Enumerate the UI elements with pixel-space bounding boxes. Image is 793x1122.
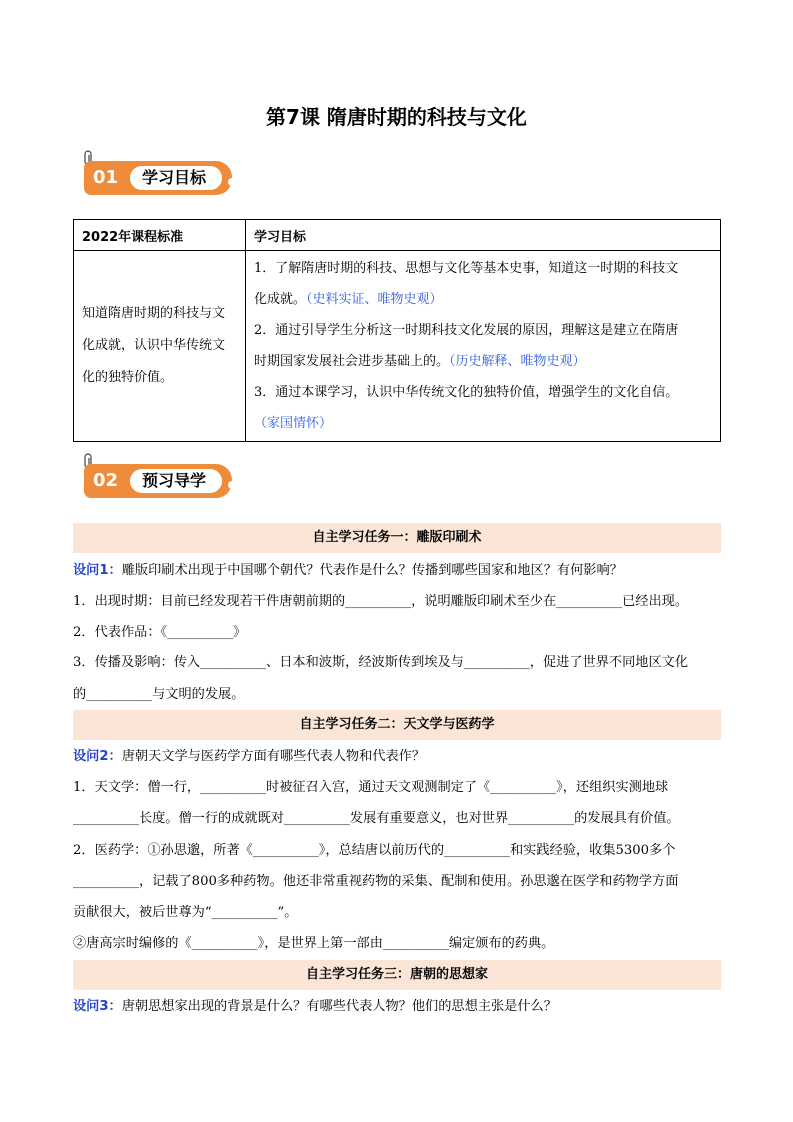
section-badge-preview bbox=[76, 452, 246, 510]
objective-2-line: 2．通过引导学生分析这一时期科技文化发展的原因，理解这是建立在隋唐 bbox=[254, 323, 679, 338]
question-text: 唐朝天文学与医药学方面有哪些代表人物和代表作？ bbox=[121, 749, 426, 764]
question-label: 设问3： bbox=[73, 999, 122, 1014]
question-line bbox=[73, 747, 728, 767]
question-text: 唐朝思想家出现的背景是什么？有哪些代表人物？他们的思想主张是什么？ bbox=[121, 999, 557, 1014]
section-number: 01 bbox=[93, 167, 119, 188]
task-header: 自主学习任务三：唐朝的思想家 bbox=[73, 960, 721, 990]
task-header: 自主学习任务一：雕版印刷术 bbox=[73, 523, 721, 553]
fill-in-line: 1．出现时期：目前已经发现若干件唐朝前期的__________，说明雕版印刷术至少在__________已经出现。 bbox=[73, 594, 689, 609]
fill-in-line: 2．代表作品：《__________》 bbox=[73, 625, 247, 640]
fill-in-line: 3．传播及影响：传入__________、日本和波斯，经波斯传到埃及与__________，促进了世界不同地区文化 bbox=[73, 655, 689, 670]
objective-2-line: 时期国家发展社会进步基础上的。（历史解释、唯物史观） bbox=[254, 354, 586, 369]
standard-line: 化的独特价值。 bbox=[82, 370, 174, 385]
fill-in-line: 的__________与文明的发展。 bbox=[73, 687, 245, 702]
objective-tag: （史料实证、唯物史观） bbox=[306, 292, 443, 307]
objective-3-line: 3．通过本课学习，认识中华传统文化的独特价值，增强学生的文化自信。 bbox=[254, 385, 679, 400]
section-label: 预习导学 bbox=[142, 471, 207, 490]
section-badge-goals bbox=[76, 149, 246, 207]
objective-1-line: 化成就。（史料实证、唯物史观） bbox=[254, 292, 443, 307]
task-header: 自主学习任务二：天文学与医药学 bbox=[73, 710, 721, 740]
curriculum-standard-cell bbox=[74, 251, 246, 442]
learning-goals-table bbox=[73, 219, 721, 442]
table-header-goals: 学习目标 bbox=[246, 220, 721, 251]
section-label: 学习目标 bbox=[142, 168, 207, 187]
objective-tag: （家国情怀） bbox=[254, 416, 333, 431]
fill-in-line: 贡献很大，被后世尊为“__________”。 bbox=[73, 905, 298, 920]
fill-in-line: __________，记载了800多种药物。他还非常重视药物的采集、配制和使用。孙思邈在医学和药物学方面 bbox=[73, 874, 679, 889]
objective-tag: （历史解释、唯物史观） bbox=[449, 354, 586, 369]
learning-objectives-cell bbox=[246, 251, 721, 442]
page-title: 第7课 隋唐时期的科技与文化 bbox=[266, 105, 527, 129]
fill-in-line: __________长度。僧一行的成就既对__________发展有重要意义，也对世界__________的发展具有价值。 bbox=[73, 811, 680, 826]
question-line bbox=[73, 561, 728, 581]
fill-in-line: 1．天文学：僧一行，__________时被征召入宫，通过天文观测制定了《__________》，还组织实测地球 bbox=[73, 780, 669, 795]
question-label: 设问1： bbox=[73, 563, 122, 578]
question-label: 设问2： bbox=[73, 749, 122, 764]
objective-1-line: 1．了解隋唐时期的科技、思想与文化等基本史事，知道这一时期的科技文 bbox=[254, 261, 679, 276]
standard-line: 化成就，认识中华传统文 bbox=[82, 338, 226, 353]
question-line bbox=[73, 997, 728, 1017]
fill-in-line: ②唐高宗时编修的《__________》，是世界上第一部由__________编定颁布的药典。 bbox=[73, 936, 555, 951]
question-text: 雕版印刷术出现于中国哪个朝代？代表作是什么？传播到哪些国家和地区？有何影响？ bbox=[121, 563, 623, 578]
fill-in-line: 2．医药学：①孙思邈，所著《__________》，总结唐以前历代的__________和实践经验，收集5300多个 bbox=[73, 843, 676, 858]
table-header-standard: 2022年课程标准 bbox=[74, 220, 246, 251]
section-number: 02 bbox=[93, 470, 119, 491]
standard-line: 知道隋唐时期的科技与文 bbox=[82, 306, 226, 321]
